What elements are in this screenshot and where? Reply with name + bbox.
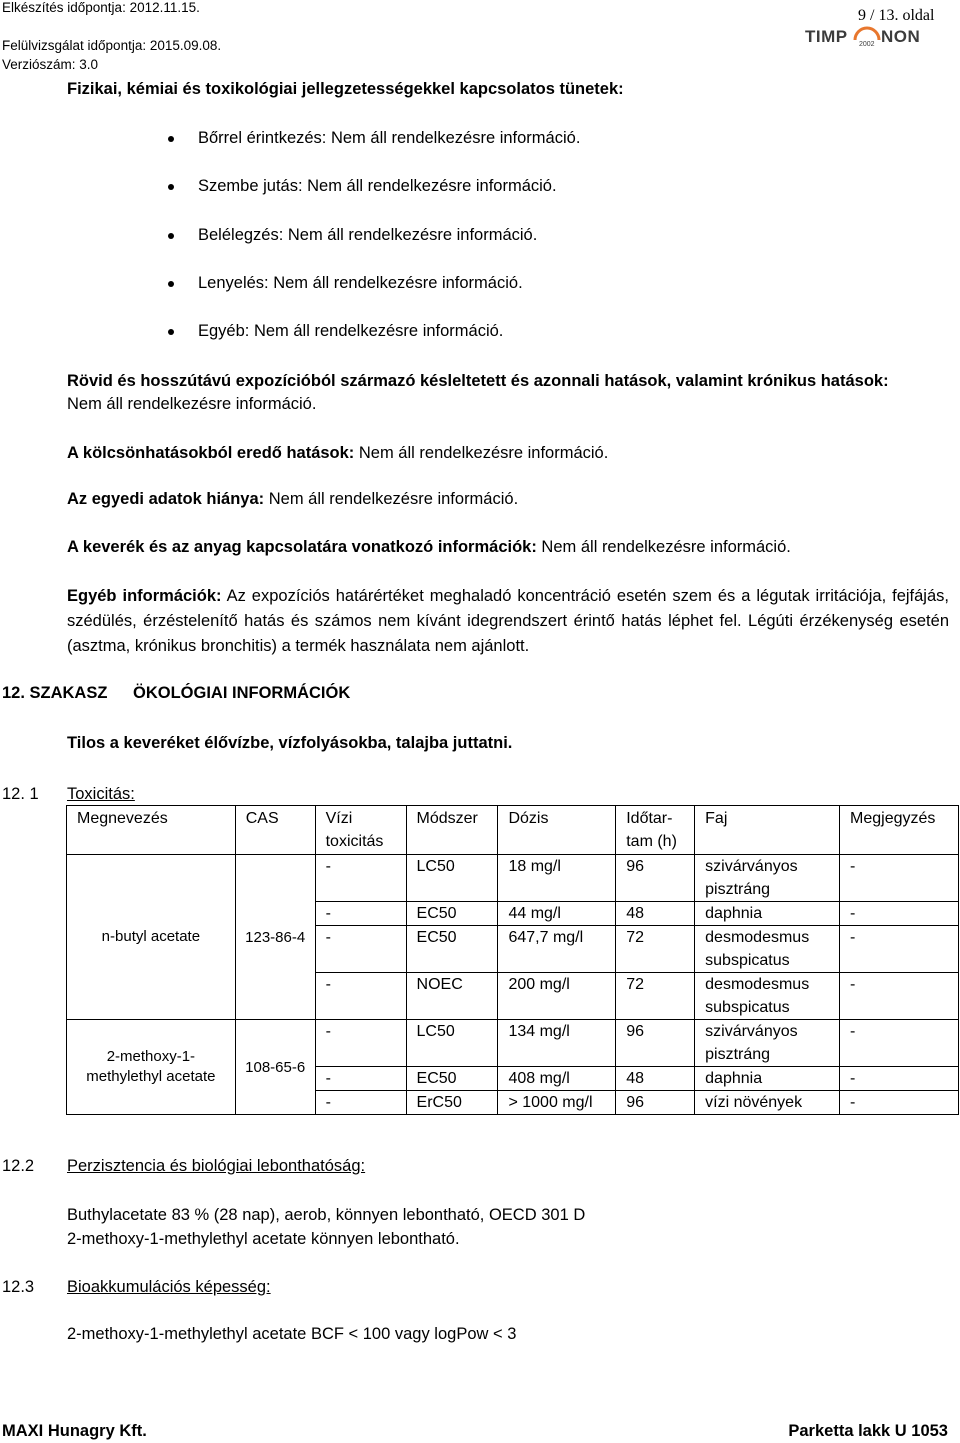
table-row	[67, 855, 959, 902]
header-species: Faj	[695, 806, 840, 855]
cell-note: -	[840, 973, 959, 1020]
header-dose: Dózis	[498, 806, 616, 855]
list-item	[198, 127, 580, 150]
persistence-line-1: Buthylacetate 83 % (28 nap), aerob, könnyen lebontható, OECD 301 D	[67, 1206, 586, 1224]
cell-species: desmodesmus subspicatus	[695, 973, 840, 1020]
cell-method: ErC50	[406, 1091, 498, 1115]
cell-aquatic: -	[315, 926, 406, 973]
table-row	[67, 1020, 959, 1067]
substance-cas: 108-65-6	[235, 1020, 315, 1115]
logo-arc	[855, 28, 879, 40]
bullet-icon	[168, 281, 174, 287]
cell-duration: 96	[616, 855, 695, 902]
footer-company: MAXI Hunagry Kft.	[2, 1422, 147, 1440]
section-warning: Tilos a keveréket élővízbe, vízfolyásokba, talajba juttatni.	[67, 734, 513, 752]
substance-cas: 123-86-4	[235, 855, 315, 1020]
missing-data-value: Nem áll rendelkezésre információ.	[264, 490, 519, 508]
missing-data-paragraph	[67, 488, 949, 511]
cell-method: LC50	[406, 1020, 498, 1067]
cell-method: EC50	[406, 902, 498, 926]
symptom-skin: Bőrrel érintkezés: Nem áll rendelkezésre információ.	[198, 129, 581, 147]
logo-text-right: NON	[881, 27, 921, 46]
cell-duration: 72	[616, 973, 695, 1020]
bullet-icon	[168, 233, 174, 239]
cell-species: szivárványos pisztráng	[695, 1020, 840, 1067]
bioacc-number: 12.3	[2, 1278, 35, 1296]
cell-dose: 647,7 mg/l	[498, 926, 616, 973]
effects-paragraph	[67, 370, 949, 416]
logo-text-left: TIMP	[805, 27, 848, 46]
cell-aquatic: -	[315, 1020, 406, 1067]
cell-duration: 72	[616, 926, 695, 973]
cell-species: daphnia	[695, 1067, 840, 1091]
cell-dose: 200 mg/l	[498, 973, 616, 1020]
list-item	[198, 224, 537, 247]
table-header-row	[67, 806, 959, 855]
interaction-paragraph	[67, 442, 949, 465]
bullet-icon	[168, 136, 174, 142]
other-info-paragraph	[67, 584, 949, 659]
toxicity-number: 12. 1	[2, 785, 39, 803]
effects-label: Rövid és hosszútávú expozícióból származó késleltetett és azonnali hatások, valamint krónikus hatások:	[67, 372, 889, 390]
cell-method: EC50	[406, 1067, 498, 1091]
cell-dose: 44 mg/l	[498, 902, 616, 926]
bioacc-title: Bioakkumulációs képesség:	[67, 1278, 271, 1296]
mixture-label: A keverék és az anyag kapcsolatára vonatkozó információk:	[67, 538, 537, 556]
header-duration: Időtar-tam (h)	[616, 806, 695, 855]
section-title: ÖKOLÓGIAI INFORMÁCIÓK	[133, 684, 351, 702]
cell-aquatic: -	[315, 855, 406, 902]
bullet-icon	[168, 184, 174, 190]
cell-duration: 96	[616, 1020, 695, 1067]
effects-value: Nem áll rendelkezésre információ.	[67, 395, 317, 413]
header-cas: CAS	[235, 806, 315, 855]
symptoms-heading: Fizikai, kémiai és toxikológiai jellegzetességekkel kapcsolatos tünetek:	[67, 80, 624, 98]
missing-data-label: Az egyedi adatok hiánya:	[67, 490, 265, 508]
cell-species: vízi növények	[695, 1091, 840, 1115]
created-date: Elkészítés időpontja: 2012.11.15.	[2, 0, 200, 15]
cell-duration: 48	[616, 1067, 695, 1091]
symptom-eye: Szembe jutás: Nem áll rendelkezésre információ.	[198, 177, 557, 195]
cell-species: szivárványos pisztráng	[695, 855, 840, 902]
cell-dose: 408 mg/l	[498, 1067, 616, 1091]
interaction-label: A kölcsönhatásokból eredő hatások:	[67, 444, 355, 462]
footer-product: Parketta lakk U 1053	[788, 1422, 948, 1440]
section-number: 12. SZAKASZ	[2, 684, 108, 702]
cell-note: -	[840, 855, 959, 902]
cell-note: -	[840, 1091, 959, 1115]
header-name: Megnevezés	[67, 806, 236, 855]
cell-aquatic: -	[315, 1091, 406, 1115]
cell-species: daphnia	[695, 902, 840, 926]
reviewed-date: Felülvizsgálat időpontja: 2015.09.08.	[2, 38, 222, 53]
other-info-label: Egyéb információk:	[67, 587, 222, 605]
substance-name: n-butyl acetate	[67, 855, 236, 1020]
symptom-ingestion: Lenyelés: Nem áll rendelkezésre információ.	[198, 274, 523, 292]
cell-note: -	[840, 1067, 959, 1091]
cell-aquatic: -	[315, 902, 406, 926]
cell-note: -	[840, 902, 959, 926]
cell-aquatic: -	[315, 973, 406, 1020]
bioacc-line: 2-methoxy-1-methylethyl acetate BCF < 100 vagy logPow < 3	[67, 1325, 517, 1343]
persistence-line-2: 2-methoxy-1-methylethyl acetate könnyen lebontható.	[67, 1230, 460, 1248]
persistence-number: 12.2	[2, 1157, 35, 1175]
cell-note: -	[840, 1020, 959, 1067]
header-aquatic: Vízi toxicitás	[315, 806, 406, 855]
substance-name: 2-methoxy-1-methylethyl acetate	[67, 1020, 236, 1115]
cell-method: LC50	[406, 855, 498, 902]
toxicity-title: Toxicitás:	[67, 785, 135, 803]
list-item	[198, 175, 557, 198]
cell-dose: > 1000 mg/l	[498, 1091, 616, 1115]
other-info-value: Az expozíciós határértéket meghaladó koncentráció esetén szem és a légutak irritációja, fejfájás, szédülés, érzéstelenítő hatás és számos nem kívánt idegrendszert érintő hatás léphet fel. Légúti érzékenység esetén (asztma, krónikus bronchitis) a termék használata nem ajánlott.	[67, 587, 949, 655]
mixture-paragraph	[67, 536, 949, 559]
version-number: Verziószám: 3.0	[2, 57, 99, 72]
symptom-other: Egyéb: Nem áll rendelkezésre információ.	[198, 322, 504, 340]
cell-method: EC50	[406, 926, 498, 973]
cell-duration: 48	[616, 902, 695, 926]
cell-dose: 18 mg/l	[498, 855, 616, 902]
logo-year: 2002	[859, 41, 875, 48]
list-item	[198, 272, 523, 295]
page-number: 9 / 13. oldal	[858, 7, 935, 24]
symptom-inhalation: Belélegzés: Nem áll rendelkezésre információ.	[198, 226, 538, 244]
cell-dose: 134 mg/l	[498, 1020, 616, 1067]
list-item	[198, 320, 503, 343]
cell-aquatic: -	[315, 1067, 406, 1091]
cell-method: NOEC	[406, 973, 498, 1020]
interaction-value: Nem áll rendelkezésre információ.	[354, 444, 609, 462]
company-logo	[805, 24, 927, 48]
bullet-icon	[168, 329, 174, 335]
header-method: Módszer	[406, 806, 498, 855]
cell-note: -	[840, 926, 959, 973]
header-note: Megjegyzés	[840, 806, 959, 855]
mixture-value: Nem áll rendelkezésre információ.	[536, 538, 791, 556]
cell-species: desmodesmus subspicatus	[695, 926, 840, 973]
cell-duration: 96	[616, 1091, 695, 1115]
persistence-title: Perzisztencia és biológiai lebonthatóság:	[67, 1157, 366, 1175]
toxicity-table	[66, 805, 959, 1115]
